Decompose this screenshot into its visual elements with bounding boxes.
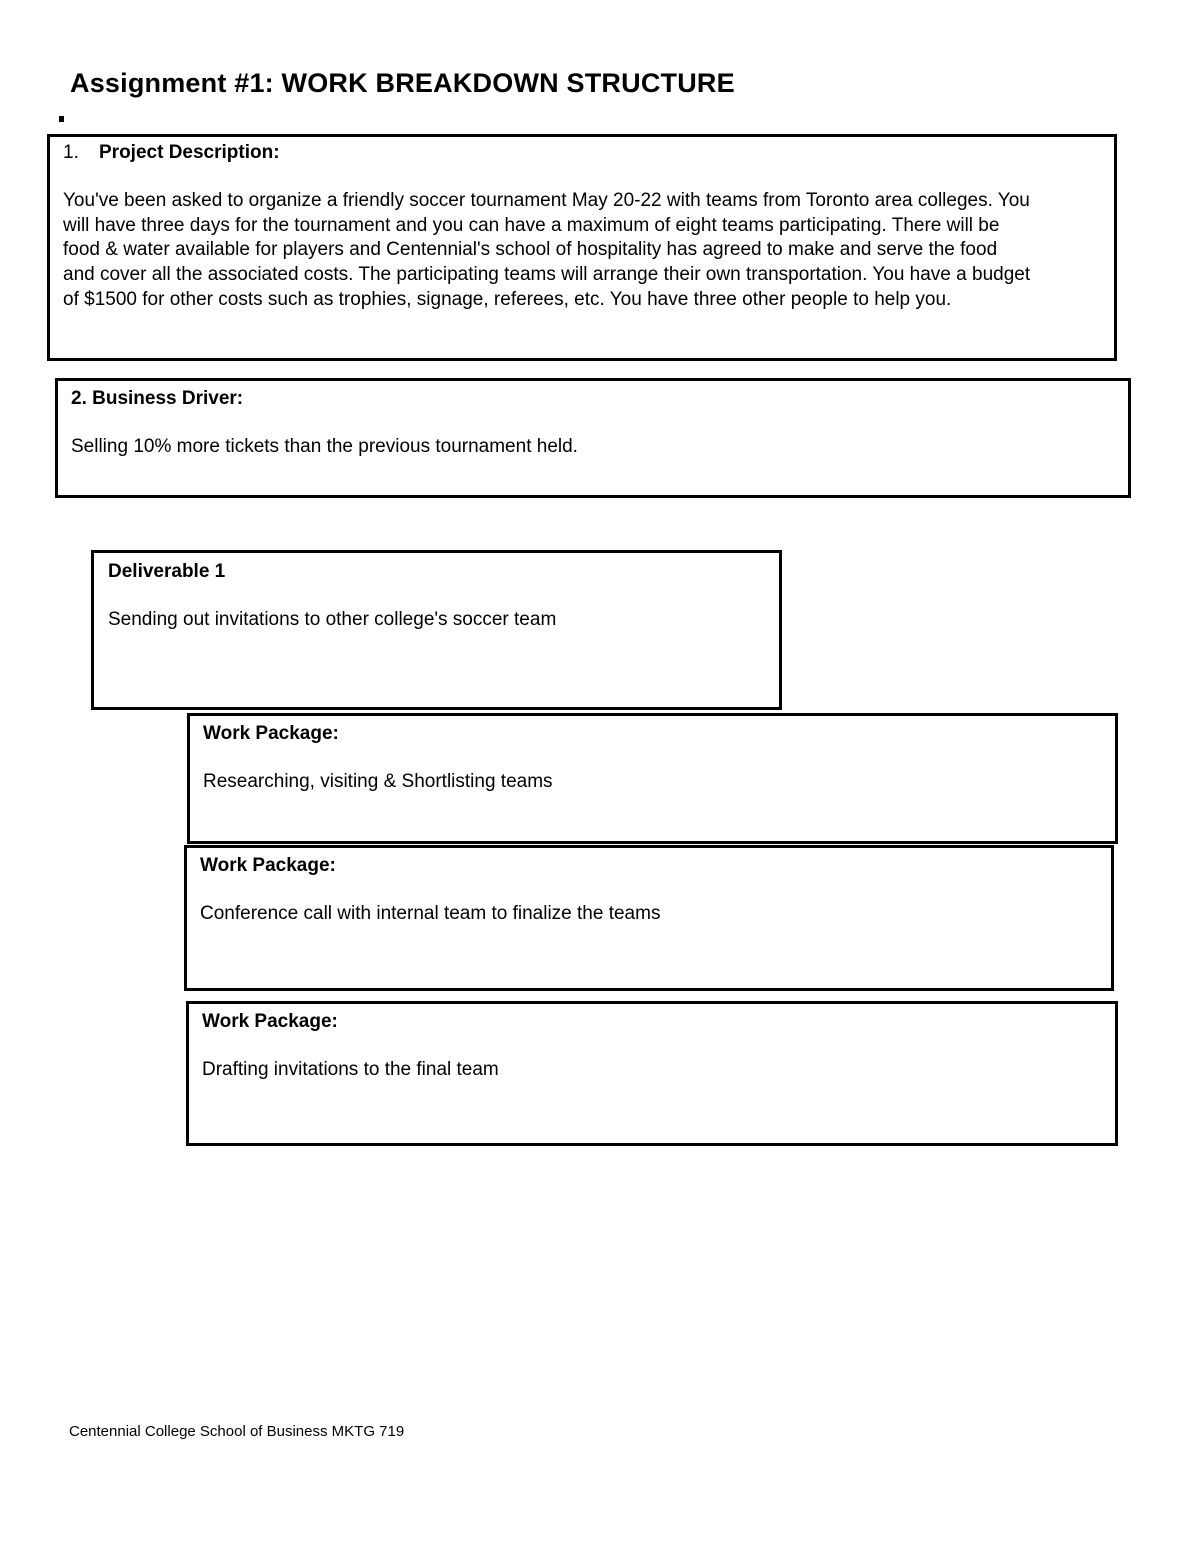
deliverable-text: Sending out invitations to other college's soccer team — [108, 609, 557, 630]
project-description-box — [47, 134, 1117, 361]
page-title: Assignment #1: WORK BREAKDOWN STRUCTURE — [70, 68, 735, 98]
work-package-text: Drafting invitations to the final team — [202, 1059, 499, 1080]
bullet-marker — [59, 116, 64, 122]
work-package-box — [186, 1001, 1118, 1146]
deliverable-heading: Deliverable 1 — [108, 561, 226, 582]
deliverable-box — [91, 550, 782, 710]
work-package-heading: Work Package: — [203, 723, 339, 744]
work-package-heading: Work Package: — [200, 855, 336, 876]
business-driver-heading: 2. Business Driver: — [71, 388, 244, 409]
project-description-number: 1. — [63, 142, 79, 163]
business-driver-box — [55, 378, 1131, 498]
project-description-text: You've been asked to organize a friendly soccer tournament May 20-22 with teams from Toronto area colleges. You will have three days for the tournament and you can have a maximum of eight teams participating. There will be food & water available for players and Centennial's school of hospitality has agreed to make and serve the food and cover all the associated costs. The participating teams will arrange their own transportation. You have a budget of $1500 for other costs such as trophies, signage, referees, etc. You have three other people to help you. — [63, 190, 1031, 310]
business-driver-text: Selling 10% more tickets than the previous tournament held. — [71, 436, 578, 457]
work-package-heading: Work Package: — [202, 1011, 338, 1032]
project-description-heading — [63, 141, 1102, 165]
work-package-box — [184, 845, 1114, 991]
work-package-text: Conference call with internal team to finalize the teams — [200, 903, 661, 924]
project-description-label: Project Description: — [99, 142, 280, 163]
work-package-box — [187, 713, 1118, 844]
work-package-text: Researching, visiting & Shortlisting teams — [203, 771, 553, 792]
page-footer: Centennial College School of Business MKTG 719 — [69, 1423, 405, 1440]
